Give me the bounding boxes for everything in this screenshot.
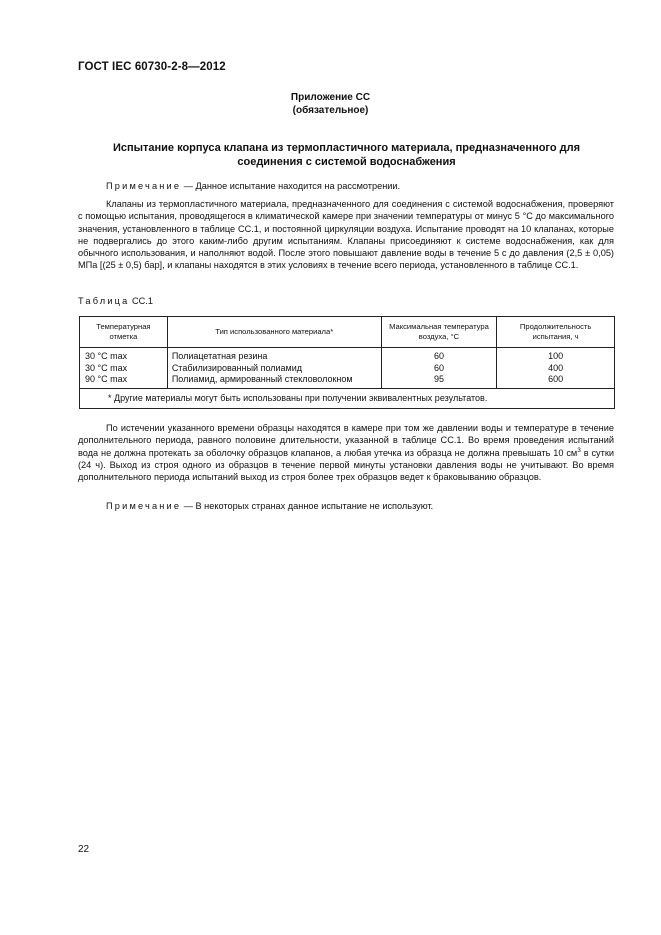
max-air-temperature-cell [381,348,497,389]
table-cell: 600 [548,374,564,384]
note-2 [78,500,614,512]
temperature-mark-cell [80,348,168,389]
table-header-row [80,317,615,348]
note-2-text: В некоторых странах данное испытание не используют. [195,501,434,511]
table-label-word: Таблица [78,296,130,306]
table-body-row [80,348,615,389]
note-1 [78,180,614,192]
table-cell: Полиамид, армированный стекловолокном [171,374,353,384]
paragraph-2 [78,422,614,483]
table-label-number: СС.1 [132,296,153,306]
annex-heading [0,91,661,117]
table-cell: 100 [548,351,564,361]
table-cell: 90 °С max [85,374,128,384]
table-label [78,296,153,306]
table-cell: Полиацетатная резина [171,351,268,361]
header-temperature-mark: Температурная отметка [80,317,168,348]
superscript-3: 3 [577,446,581,454]
annex-status: (обязательное) [292,105,369,116]
test-duration-cell [497,348,615,389]
table-cc1 [79,316,615,409]
table-cell: 400 [548,362,564,373]
note-1-label: Примечание [106,181,182,191]
table-cell: 95 [433,374,444,384]
table-cell: 60 [433,362,444,373]
table-cell: Стабилизированный полиамид [171,362,303,373]
section-title: Испытание корпуса клапана из термопластичного материала, предназначенного для соединения с системой водоснабжения [112,142,581,168]
table-cell: 30 °С max [85,351,128,361]
paragraph-2-text-end: в сутки (24 ч). Выход из строя одного из образцов в течение первой минуты установки давления воды не учитывают. Во время дополнительного периода испытаний выход из строя более трех образцов ведет к браковыванию образцов. [78,447,614,483]
header-test-duration: Продолжительность испытания, ч [497,317,615,348]
table-footnote-row [80,388,615,409]
table-cell: 30 °С max [85,362,128,373]
paragraph-1: Клапаны из термопластичного материала, предназначенного для соединения с системой водоснабжения, проверяют с помощью испытания, проводящегося в климатической камере при значении температуры от минус 5 °С до максимального значения, установленного в таблице СС.1, и постоянной циркуляции воздуха. Испытание проводят на 10 клапанах, которые не подвергались до этого каким-либо другим испытаниям. Клапаны присоединяют к системе водоснабжения, как для обычного использования, и наполняют водой. После этого повышают давление воды в течение 5 с до давления (2,5 ± 0,05) МПа [(25 ± 0,5) бар], и клапаны находятся в этих условиях в течение всего периода, установленного в таблице СС.1. [78,199,614,271]
note-2-label: Примечание [106,501,182,511]
table-cell: 60 [433,351,444,361]
material-type-cell [167,348,381,389]
table-footnote: * Другие материалы могут быть использованы при получении эквивалентных результатов. [80,388,615,409]
annex-title: Приложение СС [290,92,371,103]
note-2-dash: — [181,501,196,511]
standard-header: ГОСТ IEC 60730-2-8—2012 [78,61,226,73]
page-number: 22 [78,844,90,855]
paragraph-2-text-start: По истечении указанного времени образцы находятся в камере при том же давлении воды и температуре в течение дополнительного периода, равного половине длительности, указанной в таблице СС.1. Во время проведения испытаний вода не должна протекать за оболочку образцов клапанов, а любая утечка из образца не должна превышать 10 см [78,423,614,458]
note-1-dash: — [181,181,196,191]
note-1-text: Данное испытание находится на рассмотрении. [195,181,401,191]
header-max-air-temperature: Максимальная температура воздуха, °С [381,317,497,348]
header-material-type: Тип использованного материала* [167,317,381,348]
